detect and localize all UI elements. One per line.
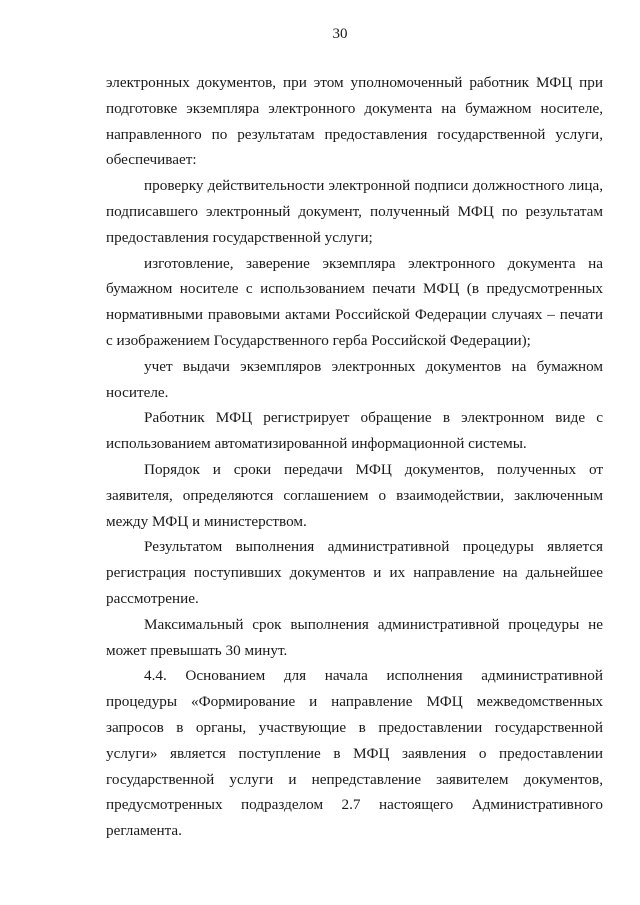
paragraph: проверку действительности электронной подписи должностного лица, подписавшего электронный документ, полученный МФЦ по результатам предоставления государственной услуги; — [106, 177, 603, 246]
paragraph: Порядок и сроки передачи МФЦ документов, полученных от заявителя, определяются соглашением о взаимодействии, заключенным между МФЦ и министерством. — [106, 460, 603, 530]
paragraph: 4.4. Основанием для начала исполнения административной процедуры «Формирование и направление МФЦ межведомственных запросов в органы, участвующие в предоставлении государственной услуги» является поступление в МФЦ заявления о предоставлении государственной услуги и непредставление заявителем документов, предусмотренных подразделом 2.7 настоящего Административного регламента. — [106, 667, 603, 840]
paragraph: учет выдачи экземпляров электронных документов на бумажном носителе. — [106, 357, 603, 401]
paragraph: Максимальный срок выполнения административной процедуры не может превышать 30 минут. — [106, 615, 603, 659]
paragraph: электронных документов, при этом уполномоченный работник МФЦ при подготовке экземпляра электронного документа на бумажном носителе, направленного по результатам предоставления государственной услуги, обеспечивает: — [106, 74, 603, 169]
document-body — [106, 70, 603, 844]
page-number: 30 — [332, 26, 348, 42]
paragraph: изготовление, заверение экземпляра электронного документа на бумажном носителе с использованием печати МФЦ (в предусмотренных нормативными правовыми актами Российской Федерации случаях – печати с изображением Государственного герба Российской Федерации); — [106, 254, 603, 349]
paragraph: Результатом выполнения административной процедуры является регистрация поступивших документов и их направление на дальнейшее рассмотрение. — [106, 538, 603, 607]
paragraph: Работник МФЦ регистрирует обращение в электронном виде с использованием автоматизированной информационной системы. — [106, 409, 603, 453]
